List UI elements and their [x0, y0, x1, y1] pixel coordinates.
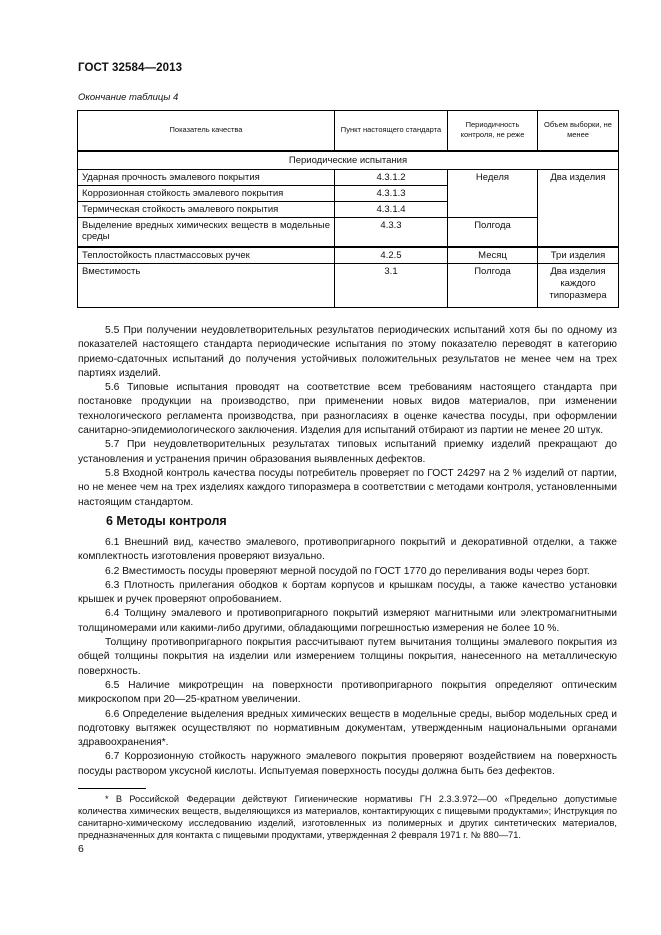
table-row: [78, 217, 619, 247]
table-cell-period: Месяц: [448, 247, 538, 264]
paragraph-5-5: 5.5 При получении неудовлетворительных результатов периодических испытаний хотя бы по одному из показателей настоящего стандарта периодические испытания по этому показателю переводят в категорию приемо-сдаточных испытаний до получения устойчивых положительных результатов не менее чем на трех партиях изделий.: [78, 325, 617, 379]
footnote: [78, 793, 617, 841]
paragraph-6-3: 6.3 Плотность прилегания ободков к бортам корпусов и крышкам посуды, а также качество установки крышек и ручек проверяют опробованием.: [78, 579, 617, 606]
table-cell-clause: 3.1: [335, 264, 448, 308]
table-cell-clause: 4.3.3: [335, 217, 448, 247]
table-cell-sample-two-items: Два изделия: [538, 169, 619, 247]
section-5-continuation: [78, 324, 617, 510]
footnote-text: * В Российской Федерации действуют Гигиенические нормативы ГН 2.3.3.972—00 «Предельно допустимые количества химических веществ, выделяющихся из материалов, контактирующих с пищевыми продуктами»; Инструкция по санитарно-химическому исследованию изделий, изготовленных из полимерных и других синтетических материалов, предназначенных для контакта с пищевыми продуктами, утвержденная 2 февраля 1971 г. № 880—71.: [78, 794, 617, 840]
table-row: [78, 264, 619, 308]
column-header-clause: Пункт настоящего стандарта: [335, 111, 448, 151]
table-cell-sample: Два изделия каждого типоразмера: [538, 264, 619, 308]
paragraph-5-8: 5.8 Входной контроль качества посуды потребитель проверяет по ГОСТ 24297 на 2 % изделий от партии, но не менее чем на трех изделиях каждого типоразмера в соответствии с методами контроля, установленными настоящим стандартом.: [78, 467, 617, 508]
table-row: [78, 247, 619, 264]
paragraph-6-5: 6.5 Наличие микротрещин на поверхности противопригарного покрытия определяют оптическим микроскопом при 20—25-кратном увеличении.: [78, 679, 617, 706]
table-cell-indicator: Термическая стойкость эмалевого покрытия: [78, 201, 335, 217]
column-header-indicator: Показатель качества: [78, 111, 335, 151]
table-cell-indicator: Выделение вредных химических веществ в модельные среды: [78, 217, 335, 247]
table-cell-period-halfyear: Полгода: [448, 217, 538, 247]
document-code-header: ГОСТ 32584—2013: [78, 62, 183, 74]
paragraph-6-2: 6.2 Вместимость посуды проверяют мерной посудой по ГОСТ 1770 до переливания воды через борт.: [105, 565, 590, 577]
table-cell-indicator: Ударная прочность эмалевого покрытия: [78, 169, 335, 185]
table-cell-clause: 4.3.1.3: [335, 185, 448, 201]
table-row: [78, 169, 619, 185]
table-cell-clause: 4.2.5: [335, 247, 448, 264]
paragraph-5-6: 5.6 Типовые испытания проводят на соответствие всем требованиям настоящего стандарта при постановке продукции на производство, при применении новых видов материалов, при изменении технологического регламента производства, при разногласиях в оценке качества посуды, при оформлении санитарно-эпидемиологического заключения. Изделия для испытаний отбирают из партии не менее 20 штук.: [78, 382, 617, 437]
table-cell-period-week: Неделя: [448, 169, 538, 217]
column-header-sample-size: Объем выборки, не менее: [538, 111, 619, 151]
table-cell-sample: Три изделия: [538, 247, 619, 264]
paragraph-6-4: 6.4 Толщину эмалевого и противопригарного покрытий измеряют магнитными или электромагнитными толщиномерами или какими-либо другими, обладающими погрешностью измерения не более 10 %.: [78, 608, 617, 634]
table-cell-indicator: Вместимость: [78, 264, 335, 308]
paragraph-6-1: 6.1 Внешний вид, качество эмалевого, противопригарного покрытий и декоративной отделки, а также комплектность изготовления проверяют визуально.: [78, 537, 617, 563]
page-number: 6: [78, 843, 84, 855]
table-cell-period: Полгода: [448, 264, 538, 308]
table-cell-indicator: Теплостойкость пластмассовых ручек: [78, 247, 335, 264]
table-caption: Окончание таблицы 4: [78, 92, 179, 103]
paragraph-6-4-cont: Толщину противопригарного покрытия рассчитывают путем вычитания толщины эмалевого покрытия из общей толщины покрытия на изделии или измерением толщины покрытия, нанесенного на металлическую поверхность.: [78, 637, 617, 677]
section-6-body: [78, 536, 617, 779]
column-header-periodicity: Периодичность контроля, не реже: [448, 111, 538, 151]
table-section-heading: Периодические испытания: [78, 151, 619, 170]
table-cell-clause: 4.3.1.2: [335, 169, 448, 185]
table-cell-indicator: Коррозионная стойкость эмалевого покрытия: [78, 185, 335, 201]
quality-control-table: [77, 110, 619, 308]
paragraph-5-7: 5.7 При неудовлетворительных результатах типовых испытаний приемку изделий прекращают до установления и устранения причин образования выявленных дефектов.: [78, 439, 617, 465]
table-cell-clause: 4.3.1.4: [335, 201, 448, 217]
section-6-title: 6 Методы контроля: [106, 514, 227, 528]
footnote-divider: [78, 788, 146, 789]
paragraph-6-6: 6.6 Определение выделения вредных химических веществ в модельные среды, выбор модельных сред и подготовку вытяжек осуществляют по нормативным документам, утвержденным национальными органами здравоохранения*.: [78, 708, 617, 749]
paragraph-6-7: 6.7 Коррозионную стойкость наружного эмалевого покрытия проверяют воздействием на поверхность посуды раствором уксусной кислоты. Испытуемая поверхность посуды должна быть без дефектов.: [78, 751, 617, 777]
